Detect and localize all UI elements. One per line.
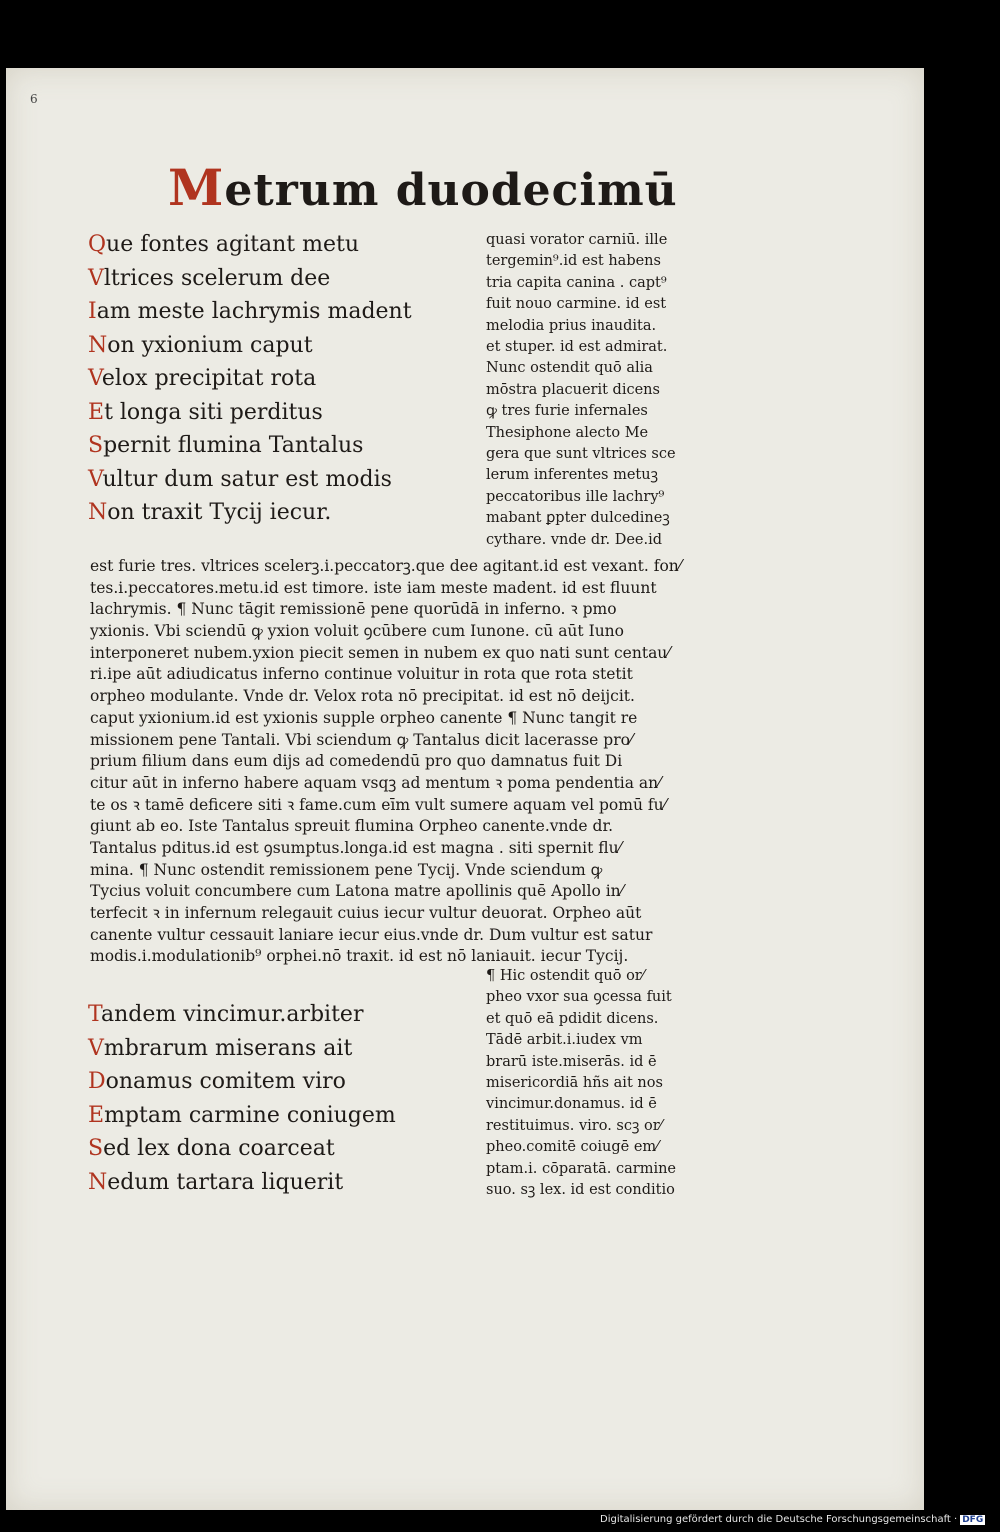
verse-text: edum tartara liquerit bbox=[107, 1169, 344, 1195]
digitization-credit bbox=[600, 1514, 985, 1525]
verse-block-1 bbox=[88, 228, 412, 530]
commentary-line: citur aūt in inferno habere aquam vsqꝫ ad mentum ꝛ poma pendentia an⁄ bbox=[90, 773, 661, 792]
credit-text: Digitalisierung gefördert durch die Deutsche Forschungsgemeinschaft · bbox=[600, 1514, 958, 1525]
verse-text: onamus comitem viro bbox=[105, 1069, 346, 1094]
gloss-line: ¶ Hic ostendit quō or⁄ bbox=[486, 968, 645, 984]
gloss-line: pheo vxor sua ꝯcessa fuit bbox=[486, 989, 672, 1006]
gloss-line: quasi vorator carniū. ille bbox=[486, 232, 668, 248]
rubric-initial: N bbox=[88, 332, 108, 358]
commentary-line: prium filium dans eum dijs ad comedendū pro quo damnatus fuit Di bbox=[90, 752, 623, 771]
rubric-initial: V bbox=[88, 466, 103, 492]
verse-line bbox=[88, 1099, 396, 1133]
gloss-line: Nunc ostendit quō alia bbox=[486, 360, 653, 377]
verse-text: am meste lachrymis madent bbox=[96, 299, 412, 324]
rubric-initial: E bbox=[88, 399, 105, 425]
section-title bbox=[168, 158, 678, 219]
verse-block-2 bbox=[88, 998, 396, 1199]
rubric-initial: N bbox=[88, 1169, 108, 1195]
verse-line bbox=[88, 228, 412, 262]
gloss-line: tria capita canina . capt⁹ bbox=[486, 274, 667, 291]
rubric-initial: Q bbox=[88, 232, 107, 257]
rubric-initial: S bbox=[88, 1136, 104, 1161]
verse-line bbox=[88, 1065, 396, 1099]
rubric-initial: T bbox=[88, 1002, 101, 1027]
gloss-line: cythare. vnde dr. Dee.id bbox=[486, 531, 663, 548]
gloss-line: melodia prius inaudita. bbox=[486, 317, 657, 334]
rubric-initial: D bbox=[88, 1069, 106, 1094]
verse-line bbox=[88, 1132, 396, 1166]
rubric-initial: V bbox=[88, 265, 104, 291]
commentary-line: modis.i.modulationib⁹ orphei.nō traxit. id est nō laniauit. iecur Tycij. bbox=[90, 947, 629, 966]
verse-line bbox=[88, 362, 412, 396]
gloss-line: gera que sunt vltrices sce bbox=[486, 446, 676, 463]
verse-line bbox=[88, 496, 412, 530]
rubric-initial: N bbox=[88, 500, 108, 525]
title-text: etrum duodecimū bbox=[224, 165, 678, 216]
commentary-line: tes.i.peccatores.metu.id est timore. iste iam meste madent. id est fluunt bbox=[90, 578, 657, 597]
verse-line bbox=[88, 1032, 396, 1066]
verse-text: ed lex dona coarceat bbox=[103, 1136, 335, 1161]
verse-line bbox=[88, 329, 412, 363]
gloss-line: Thesiphone alecto Me bbox=[486, 424, 649, 441]
gloss-line: ꝙ tres furie infernales bbox=[486, 403, 648, 420]
verse-text: on yxionium caput bbox=[107, 332, 313, 358]
verse-text: t longa siti perditus bbox=[104, 399, 323, 425]
gloss-line: suo. sꝫ lex. id est conditio bbox=[486, 1182, 675, 1199]
verse-text: mbrarum miserans ait bbox=[103, 1035, 353, 1061]
gloss-line: pheo.comitē coiugē em⁄ bbox=[486, 1139, 659, 1156]
verse-line bbox=[88, 463, 412, 497]
verse-text: mptam carmine coniugem bbox=[104, 1102, 396, 1128]
gloss-line: et stuper. id est admirat. bbox=[486, 339, 668, 356]
verse-text: elox precipitat rota bbox=[101, 366, 317, 391]
commentary-line: orpheo modulante. Vnde dr. Velox rota nō precipitat. id est nō deijcit. bbox=[90, 687, 635, 706]
gloss-line: Tādē arbit.i.iudex vm bbox=[486, 1032, 643, 1049]
title-initial: M bbox=[168, 158, 225, 217]
rubric-initial: V bbox=[88, 1035, 104, 1061]
book-page bbox=[6, 68, 924, 1510]
commentary-line: est furie tres. vltrices scelerꝫ.i.peccatorꝫ.que dee agitant.id est vexant. fon⁄ bbox=[90, 557, 682, 575]
verse-text: ltrices scelerum dee bbox=[103, 265, 331, 291]
verse-line bbox=[88, 998, 396, 1032]
verse-text: ue fontes agitant metu bbox=[106, 232, 360, 257]
rubric-initial: V bbox=[88, 366, 102, 391]
gloss-line: peccatoribus ille lachry⁹ bbox=[486, 488, 665, 505]
commentary-line: ri.ipe aūt adiudicatus inferno continue voluitur in rota que rota stetit bbox=[90, 665, 633, 684]
verse-text: pernit flumina Tantalus bbox=[103, 433, 364, 458]
page-marker: 6 bbox=[30, 92, 38, 106]
commentary-block bbox=[90, 556, 705, 968]
gloss-line: restituimus. viro. scꝫ or⁄ bbox=[486, 1117, 663, 1134]
gloss-line: misericordiā hñs ait nos bbox=[486, 1075, 663, 1092]
gloss-column-2 bbox=[486, 966, 676, 1201]
verse-line bbox=[88, 262, 412, 296]
commentary-line: interponeret nubem.yxion piecit semen in nubem ex quo nati sunt centau⁄ bbox=[90, 643, 670, 662]
rubric-initial: S bbox=[88, 433, 104, 458]
commentary-line: Tantalus pditus.id est ꝯsumptus.longa.id est magna . siti spernit flu⁄ bbox=[90, 838, 622, 857]
gloss-line: mōstra placuerit dicens bbox=[486, 381, 660, 398]
gloss-line: ptam.i. cōparatā. carmine bbox=[486, 1160, 677, 1177]
gloss-line: brarū iste.miserās. id ē bbox=[486, 1053, 657, 1070]
commentary-line: caput yxionium.id est yxionis supple orpheo canente ¶ Nunc tangit re bbox=[90, 708, 638, 727]
verse-line bbox=[88, 396, 412, 430]
verse-text: ultur dum satur est modis bbox=[102, 466, 392, 492]
verse-text: on traxit Tycij iecur. bbox=[107, 500, 332, 525]
commentary-line: missionem pene Tantali. Vbi sciendum ꝙ Tantalus dicit lacerasse pro⁄ bbox=[90, 730, 633, 749]
commentary-line: canente vultur cessauit laniare iecur eius.vnde dr. Dum vultur est satur bbox=[90, 925, 653, 944]
gloss-column-1 bbox=[486, 230, 676, 551]
verse-text: andem vincimur.arbiter bbox=[100, 1002, 364, 1027]
commentary-line: te os ꝛ tamē deficere siti ꝛ fame.cum eīm vult sumere aquam vel pomū fu⁄ bbox=[90, 795, 667, 814]
gloss-line: fuit nouo carmine. id est bbox=[486, 296, 667, 313]
rubric-initial: I bbox=[88, 299, 97, 324]
commentary-line: giunt ab eo. Iste Tantalus spreuit flumina Orpheo canente.vnde dr. bbox=[90, 817, 614, 836]
verse-line bbox=[88, 429, 412, 463]
gloss-line: mabant ꝑpter dulcedineꝫ bbox=[486, 510, 670, 527]
gloss-line: vincimur.donamus. id ē bbox=[486, 1096, 657, 1113]
rubric-initial: E bbox=[88, 1102, 105, 1128]
dfg-logo: DFG bbox=[962, 1515, 984, 1525]
gloss-line: et quō eā pdidit dicens. bbox=[486, 1010, 659, 1027]
commentary-line: lachrymis. ¶ Nunc tāgit remissionē pene quorūdā in inferno. ꝛ pmo bbox=[90, 600, 617, 619]
commentary-line: terfecit ꝛ in infernum relegauit cuius iecur vultur deuorat. Orpheo aūt bbox=[90, 904, 642, 922]
verse-line bbox=[88, 295, 412, 329]
verse-line bbox=[88, 1166, 396, 1200]
gloss-line: lerum inferentes metuꝫ bbox=[486, 467, 658, 484]
gloss-line: tergemin⁹.id est habens bbox=[486, 253, 661, 270]
commentary-line: yxionis. Vbi sciendū ꝙ yxion voluit ꝯcūbere cum Iunone. cū aūt Iuno bbox=[90, 622, 624, 641]
commentary-line: Tycius voluit concumbere cum Latona matre apollinis quē Apollo in⁄ bbox=[90, 882, 624, 901]
commentary-line: mina. ¶ Nunc ostendit remissionem pene Tycij. Vnde sciendum ꝙ bbox=[90, 860, 603, 879]
